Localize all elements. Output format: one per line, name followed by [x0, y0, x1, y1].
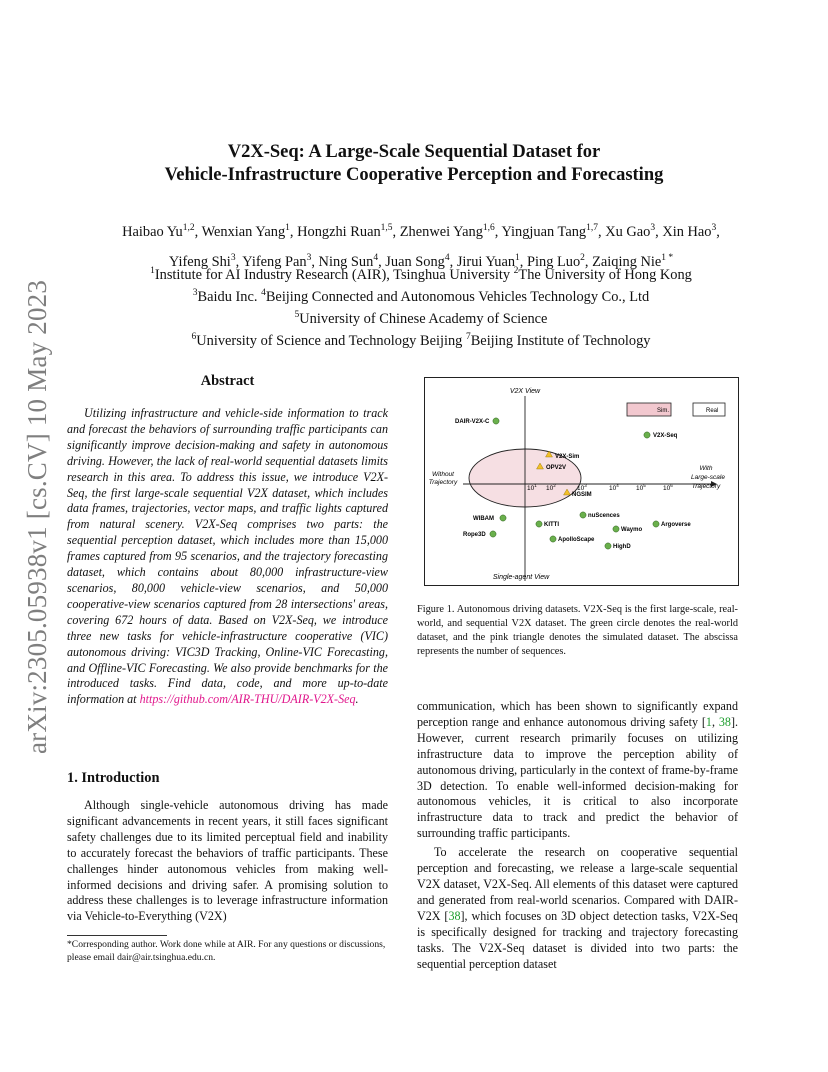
- affiliation-line: $^1$Institute for AI Industry Research (AIR), Tsinghua University $^2$The University of Hong Kong: [150, 266, 692, 283]
- author: Yifeng Shi$^3$: [168, 252, 236, 270]
- marker-wibam: [500, 515, 506, 521]
- marker-highd: [605, 543, 611, 549]
- author-list: Haibao Yu$^{1,2}$, Wenxian Yang$^1$, Hongzhi Ruan$^{1,5}$, Zhenwei Yang$^{1,6}$, Yingjuan Tang$^{1,7}$, Xu Gao$^3$, Xin Hao$^3$, Yifeng Shi$^3$, Yifeng Pan$^3$, Ning Sun$^4$, Juan Song$^4$, Jirui Yuan$^1$, Ping Luo$^2$, Zaiqing Nie$^{1 *}$: [122, 223, 720, 270]
- github-link[interactable]: https://github.com/AIR-THU/DAIR-V2X-Seq: [139, 692, 356, 707]
- tick-label: $10^1$: [527, 483, 537, 492]
- marker-waymo: [613, 526, 619, 532]
- footnote-rule: [67, 935, 167, 936]
- left-label-line-1: Without: [432, 471, 454, 478]
- tick-label: $10^5$: [636, 483, 646, 492]
- marker-rope3d: [490, 531, 496, 537]
- citation-link[interactable]: 1: [705, 714, 712, 729]
- title-line-2: Vehicle-Infrastructure Cooperative Perception and Forecasting: [164, 165, 664, 185]
- label-v2x-seq: V2X-Seq: [653, 433, 678, 439]
- author: Yifeng Pan$^3$: [242, 252, 312, 270]
- figure-1: [424, 377, 739, 586]
- label-opv2v: OPV2V: [546, 465, 567, 471]
- marker-argoverse: [653, 521, 659, 527]
- label-apolloscape: ApolloScape: [558, 537, 595, 543]
- author: Ping Luo$^2$: [527, 252, 585, 270]
- right-label-line-3: Trajectory: [691, 483, 721, 490]
- introduction-text: Although single-vehicle autonomous driving has made significant advancements in recent years, it still faces significant safety challenges due to its limited perceptual field and inability to accurately forecast the behaviors of traffic participants. These challenges hinder autonomous vehicles from making well-informed decisions and driving safer. A promising solution to address these challenges is to leverage infrastructure information via Vehicle-to-Everything (V2X): [67, 798, 388, 924]
- label-rope3d: Rope3D: [463, 532, 486, 538]
- marker-nuscences: [580, 512, 586, 518]
- dataset-landscape-plot: [425, 378, 738, 585]
- author: Wenxian Yang$^1$: [201, 223, 290, 240]
- tick-label: $10^4$: [609, 483, 619, 492]
- paragraph: To accelerate the research on cooperative sequential perception and forecasting, we release a large-scale sequential V2X dataset, V2X-Seq. All elements of this dataset were captured and generated from real-world scenarios. Compared with DAIR-V2X [38], which focuses on 3D object detection tasks, V2X-Seq is specifically designed for tracking and trajectory forecasting tasks. The V2X-Seq dataset is divided into two parts: the sequential perception dataset: [417, 845, 738, 971]
- marker-dair-v2x-c: [493, 418, 499, 424]
- left-label-line-2: Trajectory: [428, 479, 458, 486]
- affiliations: [56, 262, 786, 350]
- author: Xu Gao$^3$: [605, 223, 656, 240]
- title-line-1: V2X-Seq: A Large-Scale Sequential Dataset for: [227, 142, 601, 162]
- author: Hongzhi Ruan$^{1,5}$: [297, 223, 393, 240]
- marker-kitti: [536, 521, 542, 527]
- author: Yingjuan Tang$^{1,7}$: [501, 223, 598, 240]
- label-argoverse: Argoverse: [661, 522, 691, 528]
- figure-caption: Figure 1. Autonomous driving datasets. V2X-Seq is the first large-scale, real-world, and sequential V2X dataset. The green circle denotes the real-world dataset, and the pink triangle denotes the simulated dataset. The abscissa represents the number of sequences.: [417, 604, 738, 657]
- abstract-heading: Abstract: [200, 373, 255, 389]
- footnote: *Corresponding author. Work done while at AIR. For any questions or discussions, please email dair@air.tsinghua.edu.cn.: [67, 939, 386, 963]
- citation-link[interactable]: 38: [448, 908, 461, 923]
- label-v2x-sim: V2X-Sim: [555, 454, 580, 460]
- marker-apolloscape: [550, 536, 556, 542]
- author: Zaiqing Nie$^{1 *}$: [592, 252, 674, 270]
- author: Ning Sun$^4$: [318, 252, 379, 270]
- affiliation-line: $^6$University of Science and Technology Beijing $^7$Beijing Institute of Technology: [191, 332, 651, 349]
- tick-label: $10^2$: [546, 483, 556, 492]
- label-waymo: Waymo: [621, 527, 643, 533]
- label-dair-v2x-c: DAIR-V2X-C: [455, 419, 490, 425]
- tick-label: $10^6$: [663, 483, 673, 492]
- author: Xin Hao$^3$: [662, 223, 717, 240]
- affiliation-line: $^5$University of Chinese Academy of Science: [294, 310, 548, 327]
- legend-real-label: Real: [706, 408, 719, 414]
- paper-title: [0, 141, 828, 187]
- label-highd: HighD: [613, 544, 631, 550]
- author: Jirui Yuan$^1$: [456, 252, 520, 270]
- label-nuscences: nuScences: [588, 513, 620, 519]
- label-kitti: KITTI: [544, 522, 559, 528]
- legend-sim-label: Sim.: [657, 408, 669, 414]
- author: Juan Song$^4$: [385, 252, 450, 270]
- author: Haibao Yu$^{1,2}$: [122, 223, 195, 240]
- label-wibam: WIBAM: [473, 516, 494, 522]
- arxiv-identifier: arXiv:2305.05938v1 [cs.CV] 10 May 2023: [22, 279, 52, 754]
- affiliation-line: $^3$Baidu Inc. $^4$Beijing Connected and Autonomous Vehicles Technology Co., Ltd: [192, 288, 650, 305]
- author: Zhenwei Yang$^{1,6}$: [399, 223, 495, 240]
- tick-label: $10^3$: [577, 483, 587, 492]
- right-label-line-1: With: [699, 465, 713, 472]
- citation-link[interactable]: 38: [718, 714, 731, 729]
- right-column-text: [417, 699, 738, 972]
- abstract-text: Utilizing infrastructure and vehicle-side information to track and forecast the behaviors of surrounding traffic participants can significantly improve decision-making and safety in autonomous driving. However, the lack of real-world sequential datasets limits research in this area. To address this issue, we introduce V2X-Seq, the first large-scale sequential V2X dataset, which includes data frames, trajectories, vector maps, and traffic lights captured from natural scenery. V2X-Seq comprises two parts: the sequential perception dataset, which includes more than 15,000 frames captured from 95 scenarios, and the trajectory forecasting dataset, which contains about 80,000 infrastructure-view scenarios, 80,000 vehicle-view scenarios, and 50,000 cooperative-view scenarios captured from 28 intersections' areas, covering 672 hours of data. Based on V2X-Seq, we introduce three new tasks for vehicle-infrastructure cooperative (VIC) autonomous driving: VIC3D Tracking, Online-VIC Forecasting, and Offline-VIC Forecasting. We also provide benchmarks for the introduced tasks. Find data, code, and more up-to-date information at https://github.com/AIR-THU/DAIR-V2X-Seq.: [67, 406, 388, 707]
- right-label-line-2: Large-scale: [691, 474, 725, 481]
- paragraph: communication, which has been shown to significantly expand perception range and enhance autonomous driving safety [1, 38]. However, current research primarily focuses on utilizing infrastructure data to improve the perception ability of autonomous driving, particularly in the context of frame-by-frame 3D detection. To enable well-informed decision-making for autonomous vehicles, it is critical to also incorporate infrastructure data to track and predict the behavior of surrounding traffic participants.: [417, 699, 739, 841]
- introduction-heading: 1. Introduction: [67, 770, 160, 786]
- label-ngsim: NGSIM: [572, 492, 592, 498]
- bottom-axis-label: Single-agent View: [492, 574, 550, 581]
- y-axis-label: V2X View: [509, 388, 541, 395]
- marker-v2x-seq: [644, 432, 650, 438]
